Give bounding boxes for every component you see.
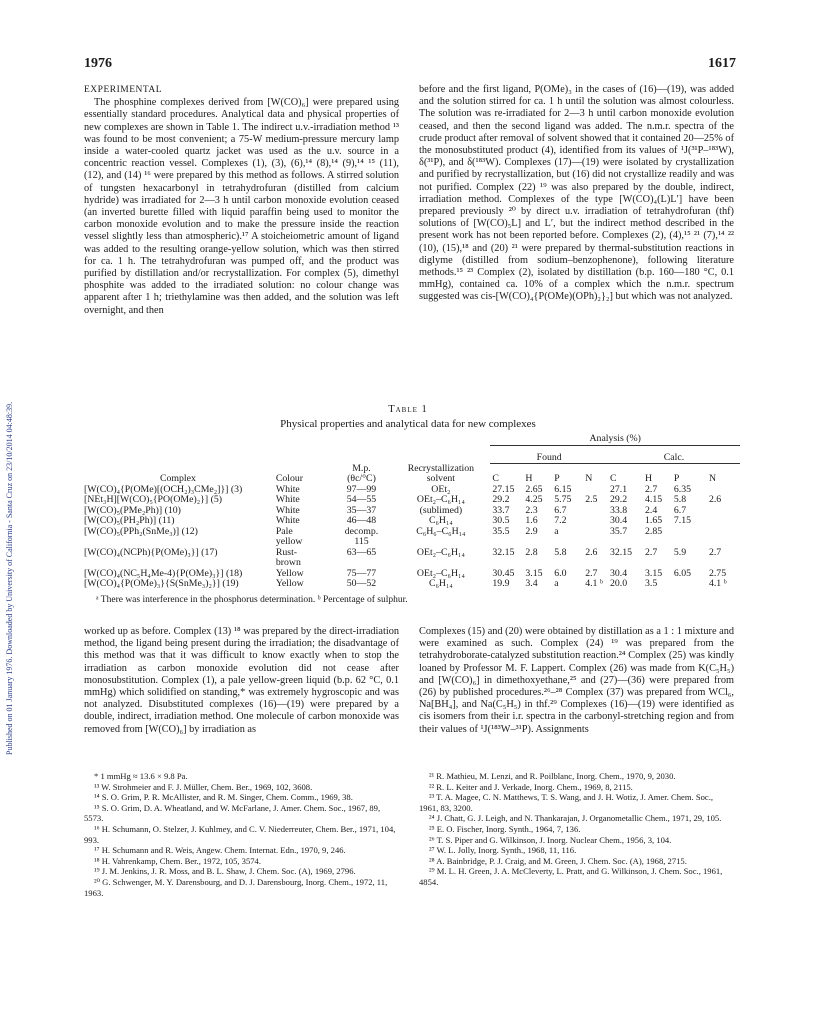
- table-cell-fH: 4.25: [525, 494, 543, 505]
- table-cell-fN: 2.6: [585, 546, 598, 558]
- table-cell-colour: Rust-: [275, 546, 298, 558]
- table-cell-solvent: C₆H₁₄: [428, 578, 453, 589]
- col-header-h: H: [645, 473, 653, 484]
- reference: ²⁸ A. Bainbridge, P. J. Craig, and M. Green, J. Chem. Soc. (A), 1968, 2715.: [429, 855, 687, 866]
- table-cell-fP: a: [554, 525, 559, 537]
- reference: ²³ T. A. Magee, C. N. Matthews, T. S. Wang, and J. H. Wotiz, J. Amer. Chem. Soc., 1961, 83, 3200.: [419, 792, 714, 813]
- table-cell-cH: 1.65: [645, 515, 663, 526]
- table-cell-colour: White: [275, 483, 300, 495]
- table-cell-fH: 3.4: [525, 578, 538, 589]
- table-cell-complex: [W(CO)₅(PMe₂Ph)] (10): [84, 504, 181, 516]
- solvent-header: Recrystallization: [407, 462, 475, 474]
- table-cell-solvent: OEt₂–C₆H₁₄: [416, 546, 465, 558]
- table-caption: Table 1: [388, 404, 428, 415]
- table-cell-cC: 30.4: [609, 515, 628, 526]
- table-cell-fC: [490, 537, 523, 548]
- col-header-h: H: [525, 473, 533, 484]
- table-cell-mp: 97—99: [346, 483, 377, 495]
- references-right: [419, 771, 734, 888]
- table-cell-fC: [490, 558, 523, 569]
- table-cell-fP: [552, 537, 583, 548]
- table-cell-mp: 115: [354, 536, 369, 547]
- table-cell-fP: 6.7: [554, 504, 567, 516]
- analysis-header: Analysis (%): [589, 433, 641, 444]
- table-cell-fC: 27.15: [492, 483, 515, 495]
- table-cell-cN: [707, 516, 740, 527]
- table-cell-cH: 4.15: [645, 494, 663, 505]
- reference: ¹⁷ H. Schumann and R. Weis, Angew. Chem. Internat. Edn., 1970, 9, 246.: [94, 845, 346, 856]
- table-cell-colour: Yellow: [275, 567, 304, 579]
- paragraph: The phosphine complexes derived from [W(CO)₆] were prepared using essentially standard procedures. Analytical data and physical properties of new complexes are shown in Table 1. The indirect u.v.-irradiation method ¹³ was found to be most convenient; a 75-W medium-pressure mercury lamp inside a water-cooled quartz jacket was used as the u.v. source in a concentric reaction vessel. Complexes (1), (3), (6),¹⁴ (8),¹⁴ (9),¹⁴ ¹⁵ (11), (12), and (14) ¹⁶ were prepared by this method as follows. A stirred solution of tungsten hexacarbonyl in tetrahydrofuran (distilled from calcium hydride) was irradiated for 2—3 h until carbon monoxide evolution ceased (an inverted burette filled with liquid paraffin being used to monitor the carbon monoxide evolution and to make the pressure inside the reaction vessel slightly less than atmospheric).¹⁷ A stoicheiometric amount of ligand was added to the resulting orange-yellow solution, which was then stirred for ca. 1 h. The tetrahydrofuran was pumped off, and the product was purified by distillation and/or recrystallization. For complex (5), dimethyl phosphite was added to the irradiated solution: no colour change was apparent after 1 h; triethylamine was then added, and the solution was left overnight, and then: [84, 97, 399, 316]
- table-cell-solvent: OEt₂–C₆H₁₄: [416, 494, 465, 505]
- table-cell-mp: 75—77: [346, 567, 377, 579]
- col-header-n: N: [708, 473, 717, 484]
- table-cell-complex: [W(CO)₄{P(OMe)₃}{S(SnMe₃)₂}] (19): [84, 578, 239, 589]
- table-cell-fP: 5.8: [554, 546, 567, 558]
- table-row: [82, 548, 740, 559]
- reference: ¹⁸ H. Vahrenkamp, Chem. Ber., 1972, 105, 3574.: [94, 855, 262, 866]
- table-cell-cC: 33.8: [609, 504, 628, 516]
- table-cell-fP: 6.0: [554, 567, 567, 579]
- reference: ¹⁵ S. O. Grim, D. A. Wheatland, and W. McFarlane, J. Amer. Chem. Soc., 1967, 89, 5573.: [84, 802, 381, 824]
- table-cell-fH: 1.6: [525, 515, 538, 526]
- table-cell-solvent: C₆H₆–C₆H₁₄: [416, 525, 466, 537]
- table-cell-fC: 30.45: [492, 567, 515, 579]
- table-cell-fC: 19.9: [492, 578, 510, 589]
- table-cell-fN: [583, 537, 608, 548]
- download-watermark: Published on 01 January 1976. Downloaded by University of California - Santa Cruz on 23/10/2014 04:48:39.: [5, 401, 14, 755]
- table-cell-complex: [82, 558, 274, 569]
- table-cell-fN: [583, 516, 608, 527]
- table-cell-complex: [W(CO)₅(PH₂Ph)] (11): [84, 515, 175, 526]
- table-cell-fN: [583, 506, 608, 517]
- left-column-top: [84, 84, 399, 317]
- reference: ²⁷ W. L. Jolly, Inorg. Synth., 1968, 11, 116.: [429, 845, 577, 856]
- reference: ²⁹ M. L. H. Green, J. A. McCleverty, L. Pratt, and G. Wilkinson, J. Chem. Soc., 1961, 4854.: [419, 866, 723, 887]
- table-row: [82, 537, 740, 548]
- table-cell-fP: 6.15: [554, 483, 572, 495]
- table-cell-colour: White: [275, 494, 300, 505]
- table-cell-fH: 3.15: [525, 567, 543, 579]
- table-cell-cC: 29.2: [609, 494, 628, 505]
- table-cell-fN: [583, 558, 608, 569]
- table-cell-cN: [707, 527, 740, 538]
- right-column-bottom: [419, 626, 734, 736]
- table-cell-mp: 54—55: [346, 494, 377, 505]
- table-cell-cC: [608, 537, 643, 548]
- table-cell-colour: White: [275, 515, 300, 526]
- table-cell-cH: 2.7: [645, 546, 658, 558]
- table-cell-colour: yellow: [275, 536, 303, 547]
- table-cell-complex: [82, 537, 274, 548]
- reference: ¹³ W. Strohmeier and F. J. Müller, Chem. Ber., 1969, 102, 3608.: [94, 781, 313, 792]
- mp-header: M.p.: [352, 462, 371, 474]
- table-cell-solvent: [391, 558, 490, 569]
- page-number: 1617: [708, 56, 736, 71]
- table-cell-fN: 2.7: [585, 567, 598, 579]
- table-cell-complex: [NEt₃H][W(CO)₅{PO(OMe)₂}] (5): [84, 494, 222, 505]
- paragraph: before and the first ligand, P(OMe)₃ in the cases of (16)—(19), was added and the solution stirred for ca. 1 h until the solution was almost colourless. The solution was re-irradiated for 2—3 h until carbon monoxide evolution ceased, and then the second ligand was added. The n.m.r. spectra of the crude product after removal of solvent showed that it contained 20—25% of the monosubstituted product (4), identified from its values of ¹J(³¹P–¹⁸³W), δ(³¹P), and δ(¹⁸³W). Complexes (17)—(19) were isolated by crystallization and purified by recrystallization, but (16) did not crystallize readily and was not purified. Complex (22) ¹⁹ was also prepared by the double, indirect, irradiation method. Complexes of the type [W(CO)₄(L)L′] have been prepared previously ²⁰ by direct u.v. irradiation of tetrahydrofuran (thf) solutions of [W(CO)₅L] and L′, but the indirect method described in the present work has not been reported before. Complexes (2), (4),¹⁵ ²¹ (7),¹⁴ ²² (10), (15),¹⁸ and (20) ²¹ were prepared by thermal-substitution reactions in diglyme (distilled from sodium–benzophenone), following literature methods.¹⁵ ²³ Complex (2), isolated by distillation (b.p. 160—180 °C, 0.1 mmHg), contained ca. 10% of a complex which the n.m.r. spectrum suggested was cis-[W(CO)₄{P(OMe)(OPh)₂}₂] but which was not analyzed.: [419, 84, 734, 303]
- colour-header: Colour: [275, 473, 304, 484]
- table-cell-cC: 32.15: [609, 546, 632, 558]
- table-cell-cP: 5.9: [673, 546, 687, 558]
- solvent-subheader: solvent: [426, 473, 456, 484]
- table-cell-cN: 2.6: [708, 494, 722, 505]
- col-header-c: C: [609, 473, 617, 484]
- table-row: [82, 495, 740, 506]
- table-cell-fC: 35.5: [492, 525, 510, 537]
- table-cell-cH: 2.7: [645, 483, 658, 495]
- table-cell-cH: 2.4: [645, 504, 658, 516]
- table-cell-fH: 2.65: [525, 483, 543, 495]
- table-cell-cH: [643, 558, 672, 569]
- table-cell-cP: 6.05: [673, 567, 692, 579]
- table-cell-fC: 30.5: [492, 515, 510, 526]
- table-cell-complex: [W(CO)₄(NC₅H₄Me-4){P(OMe)₃}] (18): [84, 567, 243, 579]
- reference: ²⁶ T. S. Piper and G. Wilkinson, J. Inorg. Nuclear Chem., 1956, 3, 104.: [429, 834, 672, 845]
- references-left: [84, 771, 399, 898]
- data-table: [82, 434, 740, 590]
- reference: ¹⁹ J. M. Jenkins, J. R. Moss, and B. L. Shaw, J. Chem. Soc. (A), 1969, 2796.: [94, 866, 356, 877]
- table-cell-cP: [672, 537, 707, 548]
- reference: ²⁵ E. O. Fischer, Inorg. Synth., 1964, 7, 136.: [429, 823, 581, 834]
- table-cell-colour: brown: [275, 557, 301, 568]
- col-header-p: P: [554, 473, 560, 484]
- table-cell-solvent: (sublimed): [419, 504, 463, 516]
- table-cell-cN: 2.75: [708, 567, 727, 579]
- table-cell-cP: [672, 558, 707, 569]
- reference: ²⁴ J. Chatt, G. J. Leigh, and N. Thankarajan, J. Organometallic Chem., 1971, 29, 105.: [429, 813, 722, 824]
- table-cell-complex: [W(CO)₄{P(OMe)[(OCH₂)₃CMe₂]}] (3): [84, 483, 243, 495]
- table-title: Physical properties and analytical data for new complexes: [280, 418, 536, 430]
- table-cell-cP: 6.35: [673, 483, 692, 495]
- table-footnotes: ᵃ There was interference in the phosphorus determination. ᵇ Percentage of sulphur.: [96, 595, 408, 605]
- reference: ²⁰ G. Schwenger, M. Y. Darensbourg, and D. J. Darensbourg, Inorg. Chem., 1972, 11, 1963.: [84, 876, 388, 898]
- reference: ²² R. L. Keiter and J. Verkade, Inorg. Chem., 1969, 8, 2115.: [429, 781, 633, 792]
- table-cell-fH: 2.3: [525, 504, 538, 516]
- table-cell-fP: a: [554, 578, 559, 589]
- table-cell-colour: White: [275, 504, 300, 516]
- left-column-bottom: [84, 626, 399, 736]
- right-column-top: [419, 84, 734, 304]
- table-cell-cC: [608, 558, 643, 569]
- table-cell-fP: 5.75: [554, 494, 572, 505]
- table-cell-cH: 2.85: [645, 525, 663, 537]
- table-cell-solvent: [391, 537, 490, 548]
- table-cell-mp: 50—52: [346, 578, 377, 589]
- table-cell-cP: 5.8: [673, 494, 687, 505]
- table-cell-solvent: OEt₂: [431, 483, 451, 495]
- table-cell-cC: 20.0: [609, 578, 628, 589]
- table-cell-fP: [552, 558, 583, 569]
- reference: ¹⁶ H. Schumann, O. Stelzer, J. Kuhlmey, and C. V. Niederreuter, Chem. Ber., 1971, 104, 993.: [84, 823, 396, 845]
- table-cell-fC: 33.7: [492, 504, 510, 516]
- table-cell-fC: 32.15: [492, 546, 515, 558]
- table-cell-cH: [643, 537, 672, 548]
- paragraph: worked up as before. Complex (13) ¹⁸ was prepared by the direct-irradiation method, the ligand being present during the irradiation; the disadvantage of this method was that it was difficult to know exactly when to stop the irradiation as carbon monoxide evolution did not cease after monosubstitution. Complex (1), a pale yellow-green liquid (b.p. 62 °C, 0.1 mmHg) which solidified on standing,* was extremely hygroscopic and was not analyzed. Disubstituted complexes (16)—(19) were prepared by a double, indirect, irradiation method. One molecule of carbon monoxide was removed from [W(CO)₆] by irradiation as: [84, 626, 399, 735]
- table-cell-fN: [583, 527, 608, 538]
- table-cell-fC: 29.2: [492, 494, 510, 505]
- table-cell-cP: 6.7: [673, 504, 687, 516]
- table-cell-fN: 2.5: [585, 494, 598, 505]
- journal-year: 1976: [84, 56, 112, 71]
- table-cell-cC: 30.4: [609, 567, 628, 579]
- table-cell-fN: 4.1 ᵇ: [585, 578, 603, 589]
- table-cell-cC: 27.1: [609, 483, 628, 495]
- complex-header: Complex: [159, 473, 196, 484]
- table-cell-fH: [523, 537, 552, 548]
- table-row: [82, 516, 740, 527]
- table-cell-solvent: C₆H₁₄: [428, 515, 453, 526]
- table-cell-mp: 63—65: [346, 546, 377, 558]
- table-cell-cP: [672, 579, 707, 590]
- table-cell-mp: decomp.: [344, 525, 379, 537]
- paragraph: Complexes (15) and (20) were obtained by distillation as a 1 : 1 mixture and were examined as such. Complex (24) ¹⁹ was prepared from the tetrahydroborate-catalyzed substitution reaction.²⁴ Complex (25) was kindly loaned by Professor M. F. Lappert. Complex (26) was made from K(C₅H₅) and [W(CO)₆] in dimethoxyethane,²⁵ and (27)—(36) were prepared from (26) by published procedures.²⁶–²⁸ Complex (37) was prepared from WCl₆, Na[BH₄], and Na(C₅H₅) in thf.²⁹ Complexes (16)—(19) were identified as cis isomers from their i.r. spectra in the carbonyl-stretching region and from their values of ¹J(¹⁸³W–³¹P). Assignments: [419, 626, 734, 735]
- table-cell-fH: 2.9: [525, 525, 538, 537]
- found-header: Found: [536, 451, 562, 463]
- col-header-c: C: [492, 473, 499, 484]
- table-cell-complex: [W(CO)₅(PPh₂(SnMe₃)] (12): [84, 525, 198, 537]
- table-cell-cN: [707, 506, 740, 517]
- table-row: [82, 527, 740, 538]
- mp-unit-header: (θc/°C): [347, 473, 376, 484]
- table-cell-solvent: OEt₂–C₆H₁₄: [416, 567, 465, 579]
- table-cell-cC: 35.7: [609, 525, 628, 537]
- col-header-p: P: [673, 473, 680, 484]
- table-row: [82, 558, 740, 569]
- table-row: [82, 506, 740, 517]
- reference: * 1 mmHg ≈ 13.6 × 9.8 Pa.: [94, 771, 188, 781]
- table-cell-cH: 3.5: [645, 578, 658, 589]
- col-header-n: N: [585, 473, 593, 484]
- table-cell-cP: 7.15: [673, 515, 692, 526]
- table-cell-cN: 4.1 ᵇ: [708, 578, 727, 589]
- table-cell-colour: Yellow: [275, 578, 304, 589]
- table-cell-fH: [523, 558, 552, 569]
- table-row: [82, 579, 740, 590]
- reference: ²¹ R. Mathieu, M. Lenzi, and R. Poilblanc, Inorg. Chem., 1970, 9, 2030.: [429, 771, 676, 781]
- table-cell-complex: [W(CO)₄(NCPh){P(OMe)₃}] (17): [84, 546, 218, 558]
- table-cell-fP: 7.2: [554, 515, 567, 526]
- table-cell-cN: [707, 537, 740, 548]
- table-cell-cH: 3.15: [645, 567, 663, 579]
- reference: ¹⁴ S. O. Grim, P. R. McAllister, and R. M. Singer, Chem. Comm., 1969, 38.: [94, 792, 353, 803]
- table-cell-cN: [707, 558, 740, 569]
- section-heading: EXPERIMENTAL: [84, 85, 163, 95]
- table-cell-cN: 2.7: [708, 546, 722, 558]
- table-cell-fH: 2.8: [525, 546, 538, 558]
- table-cell-colour: Pale: [275, 525, 293, 537]
- calc-header: Calc.: [663, 451, 685, 463]
- table-cell-cP: [672, 527, 707, 538]
- table-cell-mp: 46—48: [346, 515, 377, 526]
- table-cell-mp: 35—37: [346, 504, 377, 516]
- table-cell-mp: [332, 558, 392, 569]
